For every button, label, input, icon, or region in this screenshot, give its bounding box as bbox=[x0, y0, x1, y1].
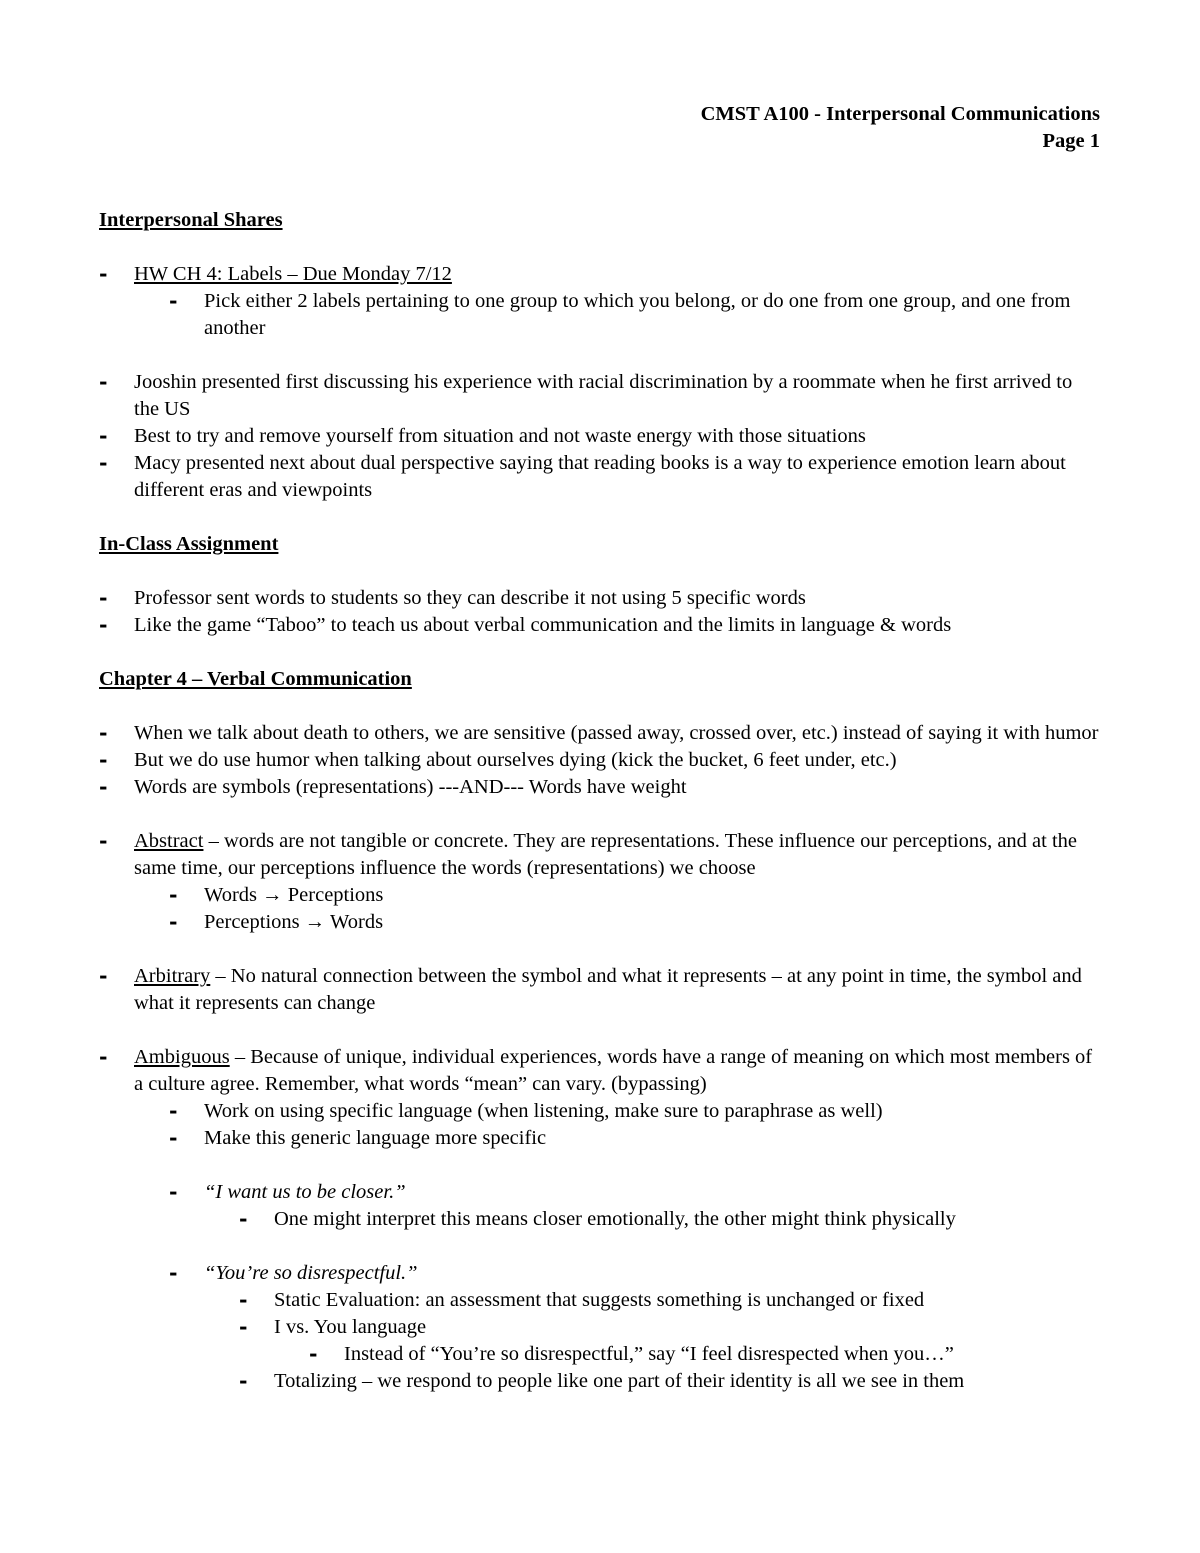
list-item bbox=[99, 963, 1099, 1017]
ch4-symbols: Words are symbols (representations) ---AND--- Words have weight bbox=[134, 776, 687, 798]
ambiguous-generic: Make this generic language more specific bbox=[204, 1127, 547, 1149]
ambiguous-term: Ambiguous bbox=[134, 1046, 230, 1068]
bullet-dash: - bbox=[99, 775, 108, 799]
section-heading-chapter4: Chapter 4 – Verbal Communication bbox=[99, 668, 412, 690]
abstract-list bbox=[99, 828, 1099, 936]
bullet-dash: - bbox=[99, 964, 108, 988]
section-heading-shares: Interpersonal Shares bbox=[99, 209, 283, 231]
course-title: CMST A100 - Interpersonal Communications bbox=[700, 103, 1100, 125]
totalizing: Totalizing – we respond to people like one part of their identity is all we see in them bbox=[274, 1370, 965, 1392]
static-evaluation: Static Evaluation: an assessment that suggests something is unchanged or fixed bbox=[274, 1289, 925, 1311]
ambiguous-list bbox=[99, 1044, 1099, 1395]
abstract-text: – words are not tangible or concrete. They are representations. These influence our perceptions, and at the same time, our perceptions influence the words (representations) we choose bbox=[134, 830, 1078, 879]
bullet-dash: - bbox=[99, 451, 108, 475]
bullet-dash: - bbox=[99, 586, 108, 610]
inclass-list bbox=[99, 585, 1099, 639]
list-item bbox=[169, 1179, 1099, 1233]
list-item bbox=[99, 828, 1099, 936]
ch4-death: When we talk about death to others, we are sensitive (passed away, crossed over, etc.) instead of saying it with humor bbox=[134, 722, 1099, 744]
abstract-a-from: Words bbox=[204, 884, 258, 906]
sublist bbox=[239, 1206, 1099, 1233]
bullet-dash: - bbox=[99, 829, 108, 853]
bullet-dash: - bbox=[169, 910, 178, 934]
closer-note: One might interpret this means closer emotionally, the other might think physically bbox=[274, 1208, 956, 1230]
share-jooshin: Jooshin presented first discussing his experience with racial discrimination by a roommate when he first arrived to the US bbox=[134, 371, 1073, 420]
bullet-dash: - bbox=[169, 1099, 178, 1123]
list-item bbox=[239, 1314, 1099, 1368]
bullet-dash: - bbox=[309, 1342, 318, 1366]
ambiguous-text: – Because of unique, individual experiences, words have a range of meaning on which most members of a culture agree. Remember, what words “mean” can vary. (bypassing) bbox=[134, 1046, 1093, 1095]
list-item bbox=[99, 261, 1099, 342]
sublist bbox=[169, 1098, 1099, 1395]
bullet-dash: - bbox=[99, 1045, 108, 1069]
bullet-dash: - bbox=[99, 613, 108, 637]
abstract-a-to: Perceptions bbox=[287, 884, 384, 906]
bullet-dash: - bbox=[239, 1288, 248, 1312]
list-item bbox=[99, 720, 1099, 747]
list-item bbox=[169, 1125, 1099, 1152]
bullet-dash: - bbox=[169, 883, 178, 907]
list-item bbox=[99, 774, 1099, 801]
chapter4-list bbox=[99, 720, 1099, 801]
example-disrespect: “You’re so disrespectful.” bbox=[204, 1262, 418, 1284]
sublist bbox=[169, 882, 1099, 936]
inclass-item-2: Like the game “Taboo” to teach us about verbal communication and the limits in language & words bbox=[134, 614, 952, 636]
list-item bbox=[169, 1098, 1099, 1125]
bullet-dash: - bbox=[239, 1207, 248, 1231]
abstract-b-to: Words bbox=[330, 911, 384, 933]
i-vs-you: I vs. You language bbox=[274, 1316, 427, 1338]
list-item bbox=[169, 288, 1099, 342]
instead-of: Instead of “You’re so disrespectful,” say “I feel disrespected when you…” bbox=[344, 1343, 954, 1365]
abstract-term: Abstract bbox=[134, 830, 204, 852]
list-item bbox=[99, 612, 1099, 639]
right-arrow-icon: → bbox=[262, 884, 283, 906]
homework-detail: Pick either 2 labels pertaining to one group to which you belong, or do one from one group, and one from another bbox=[204, 290, 1071, 339]
ch4-humor: But we do use humor when talking about ourselves dying (kick the bucket, 6 feet under, etc.) bbox=[134, 749, 897, 771]
list-item bbox=[99, 747, 1099, 774]
bullet-dash: - bbox=[169, 1180, 178, 1204]
bullet-dash: - bbox=[169, 1261, 178, 1285]
sublist bbox=[239, 1287, 1099, 1395]
shares-list bbox=[99, 261, 1099, 342]
list-item bbox=[169, 1260, 1099, 1395]
list-item bbox=[169, 909, 1099, 936]
section-heading-inclass: In-Class Assignment bbox=[99, 533, 279, 555]
list-item bbox=[309, 1341, 1099, 1368]
list-item bbox=[239, 1287, 1099, 1314]
inclass-item-1: Professor sent words to students so they can describe it not using 5 specific words bbox=[134, 587, 806, 609]
page-number: Page 1 bbox=[1042, 130, 1100, 152]
bullet-dash: - bbox=[169, 1126, 178, 1150]
list-item bbox=[99, 450, 1099, 504]
example-closer: “I want us to be closer.” bbox=[204, 1181, 406, 1203]
arbitrary-text: – No natural connection between the symbol and what it represents – at any point in time, the symbol and what it represents can change bbox=[134, 965, 1082, 1014]
sublist bbox=[169, 288, 1099, 342]
bullet-dash: - bbox=[99, 424, 108, 448]
list-item bbox=[99, 585, 1099, 612]
bullet-dash: - bbox=[99, 721, 108, 745]
list-item bbox=[99, 423, 1099, 450]
list-item bbox=[239, 1368, 1099, 1395]
list-item bbox=[99, 1044, 1099, 1395]
bullet-dash: - bbox=[99, 262, 108, 286]
list-item bbox=[99, 369, 1099, 423]
share-macy: Macy presented next about dual perspective saying that reading books is a way to experience emotion learn about different eras and viewpoints bbox=[134, 452, 1066, 501]
bullet-dash: - bbox=[99, 748, 108, 772]
bullet-dash: - bbox=[169, 289, 178, 313]
share-best: Best to try and remove yourself from situation and not waste energy with those situations bbox=[134, 425, 866, 447]
ambiguous-specific: Work on using specific language (when listening, make sure to paraphrase as well) bbox=[204, 1100, 883, 1122]
abstract-b-from: Perceptions bbox=[204, 911, 300, 933]
sublist bbox=[309, 1341, 1099, 1368]
arbitrary-term: Arbitrary bbox=[134, 965, 211, 987]
arbitrary-list bbox=[99, 963, 1099, 1017]
list-item bbox=[169, 882, 1099, 909]
bullet-dash: - bbox=[239, 1369, 248, 1393]
list-item bbox=[239, 1206, 1099, 1233]
right-arrow-icon: → bbox=[304, 911, 326, 933]
homework-assignment: HW CH 4: Labels – Due Monday 7/12 bbox=[134, 263, 452, 285]
bullet-dash: - bbox=[239, 1315, 248, 1339]
notes-body bbox=[99, 207, 1099, 1395]
bullet-dash: - bbox=[99, 370, 108, 394]
page-header bbox=[701, 101, 1100, 155]
shares-list-2 bbox=[99, 369, 1099, 504]
